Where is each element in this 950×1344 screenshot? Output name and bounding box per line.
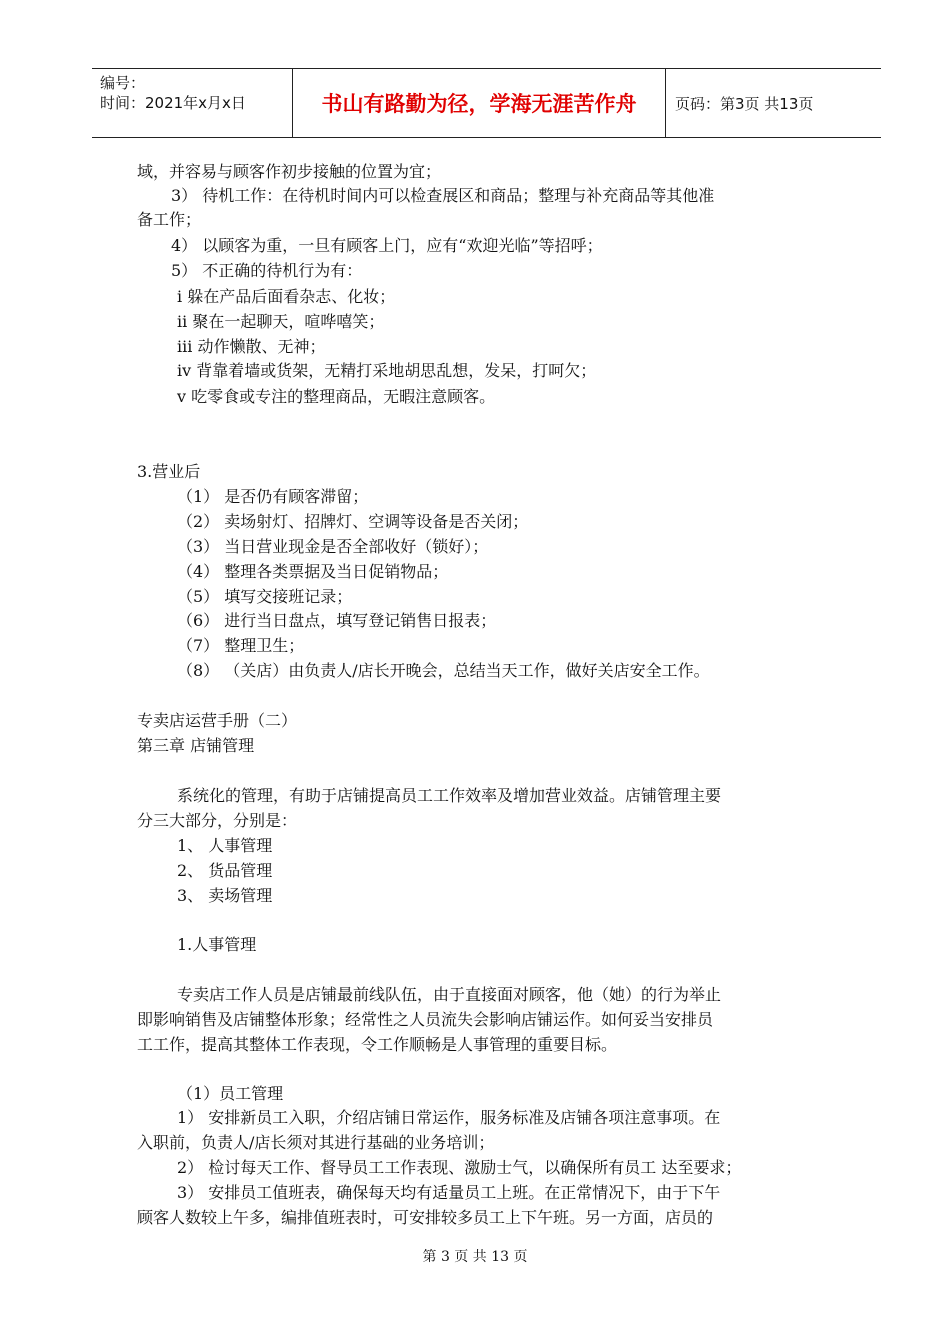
text-line: 域，并容易与顾客作初步接触的位置为宜；	[137, 162, 442, 181]
text-line: （5） 填写交接班记录；	[177, 587, 353, 606]
text-line: 入职前，负责人/店长须对其进行基础的业务培训；	[137, 1133, 495, 1152]
text-line: （7） 整理卫生；	[177, 636, 305, 655]
text-line: 分三大部分，分别是：	[137, 811, 298, 830]
text-line: （4） 整理各类票据及当日促销物品；	[177, 562, 449, 581]
text-line: 2、 货品管理	[177, 861, 273, 880]
header-info-cell	[92, 69, 293, 137]
text-line: 顾客人数较上午多，编排值班表时，可安排较多员工上下午班。另一方面，店员的	[137, 1208, 714, 1227]
section-heading: 1.人事管理	[177, 935, 257, 954]
text-line: 工工作，提高其整体工作表现，令工作顺畅是人事管理的重要目标。	[137, 1035, 618, 1054]
header-page-label: 页码：第3页 共13页	[675, 94, 814, 113]
text-line: 1） 安排新员工入职，介绍店铺日常运作，服务标准及店铺各项注意事项。在	[177, 1108, 721, 1127]
text-line: v 吃零食或专注的整理商品，无暇注意顾客。	[177, 387, 496, 406]
text-line: （3） 当日营业现金是否全部收好（锁好）；	[177, 537, 489, 556]
text-line: 3、 卖场管理	[177, 886, 273, 905]
text-line: 4） 以顾客为重，一旦有顾客上门，应有“欢迎光临”等招呼；	[171, 236, 603, 255]
text-line: 1、 人事管理	[177, 836, 273, 855]
text-line: iv 背靠着墙或货架，无精打采地胡思乱想，发呆，打呵欠；	[177, 361, 597, 380]
section-heading: 3.营业后	[137, 462, 201, 481]
time-label: 时间：2021年x月x日	[100, 94, 246, 112]
text-line: 即影响销售及店铺整体形象；经常性之人员流失会影响店铺运作。如何妥当安排员	[137, 1010, 714, 1029]
text-line: i 躲在产品后面看杂志、化妆；	[177, 287, 396, 306]
text-line: 5） 不正确的待机行为有：	[171, 261, 363, 280]
text-line: iii 动作懒散、无神；	[177, 337, 326, 356]
text-line: 3） 待机工作：在待机时间内可以检查展区和商品；整理与补充商品等其他准	[171, 186, 715, 205]
chapter-title: 第三章 店铺管理	[137, 736, 255, 755]
text-line: 专卖店工作人员是店铺最前线队伍，由于直接面对顾客，他（她）的行为举止	[177, 985, 722, 1004]
text-line: （8） （关店）由负责人/店长开晚会，总结当天工作，做好关店安全工作。	[177, 661, 710, 680]
manual-title: 专卖店运营手册（二）	[137, 711, 298, 730]
text-line: 2） 检讨每天工作、督导员工工作表现、激励士气，以确保所有员工 达至要求；	[177, 1158, 742, 1177]
page-footer: 第 3 页 共 13 页	[422, 1249, 528, 1265]
text-line: （2） 卖场射灯、招牌灯、空调等设备是否关闭；	[177, 512, 529, 531]
number-label: 编号：	[100, 74, 146, 92]
header-motto: 书山有路勤为径，学海无涯苦作舟	[293, 69, 666, 137]
text-line: （6） 进行当日盘点，填写登记销售日报表；	[177, 611, 497, 630]
text-line: 3） 安排员工值班表，确保每天均有适量员工上班。在正常情况下，由于下午	[177, 1183, 721, 1202]
page-header	[92, 68, 881, 138]
text-line: 备工作；	[137, 210, 202, 229]
text-line: ii 聚在一起聊天，喧哗嘻笑；	[177, 312, 385, 331]
text-line: 系统化的管理，有助于店铺提高员工工作效率及增加营业效益。店铺管理主要	[177, 786, 722, 805]
subsection-heading: （1）员工管理	[177, 1084, 284, 1103]
text-line: （1） 是否仍有顾客滞留；	[177, 487, 369, 506]
